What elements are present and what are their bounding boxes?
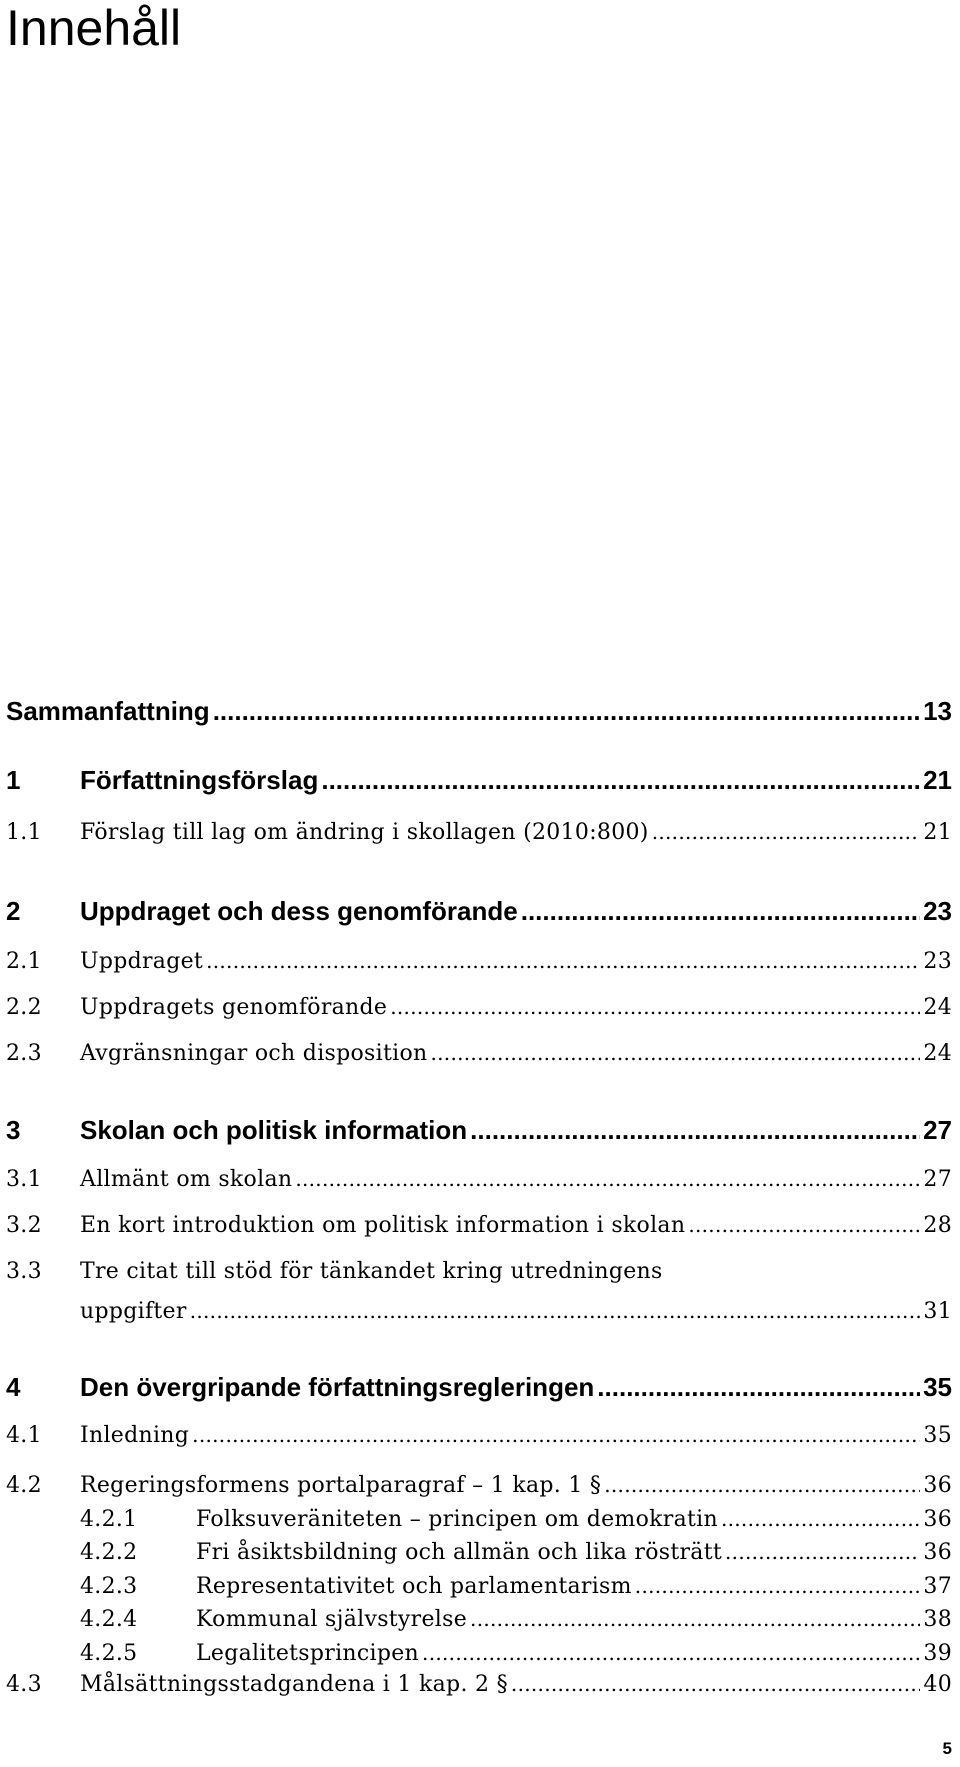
toc-entry-section-3-3-continued[interactable]	[80, 1299, 952, 1324]
toc-entry-section-4-1[interactable]	[6, 1423, 952, 1448]
toc-entry-text: uppgifter	[80, 1298, 187, 1324]
toc-entry-page: 27	[923, 1167, 952, 1193]
toc-entry-page: 39	[923, 1641, 952, 1667]
leader-dots	[635, 1574, 921, 1598]
toc-entry-text: Folksuveräniteten – principen om demokratin	[196, 1506, 718, 1532]
toc-entry-text: Fri åsiktsbildning och allmän och lika rösträtt	[196, 1540, 723, 1566]
toc-entry-page: 36	[923, 1472, 952, 1498]
toc-entry-section-2-3[interactable]	[6, 1041, 952, 1066]
toc-entry-text: Författningsförslag	[80, 765, 319, 796]
toc-entry-number: 4.1	[6, 1423, 42, 1449]
toc-entry-text: Förslag till lag om ändring i skollagen (2010:800)	[80, 820, 649, 846]
leader-dots	[192, 1423, 920, 1447]
toc-entry-number: 4.2.4	[80, 1607, 138, 1633]
leader-dots	[422, 1641, 920, 1665]
toc-entry-number: 2.1	[6, 949, 42, 975]
toc-entry-text: Uppdraget	[80, 949, 204, 975]
leader-dots	[652, 820, 921, 844]
leader-dots	[597, 1372, 920, 1403]
toc-entry-section-1-1[interactable]	[6, 820, 952, 845]
toc-entry-page: 27	[923, 1114, 952, 1145]
leader-dots	[295, 1167, 920, 1191]
toc-entry-subsection-4-2-4[interactable]	[80, 1607, 952, 1632]
toc-entry-page: 24	[923, 995, 952, 1021]
toc-entry-number: 1	[6, 765, 21, 796]
leader-dots	[206, 949, 920, 973]
toc-entry-subsection-4-2-2[interactable]	[80, 1540, 952, 1565]
toc-entry-text: Legalitetsprincipen	[196, 1641, 420, 1667]
toc-entry-text: Regeringsformens portalparagraf – 1 kap. 1 §	[80, 1472, 602, 1498]
toc-entry-page: 35	[923, 1371, 952, 1402]
toc-entry-number: 4.2.1	[80, 1506, 138, 1532]
leader-dots	[390, 995, 920, 1019]
toc-entry-text: Kommunal självstyrelse	[196, 1607, 468, 1633]
toc-entry-page: 35	[923, 1423, 952, 1449]
toc-entry-text: Målsättningsstadgandena i 1 kap. 2 §	[80, 1672, 508, 1697]
toc-entry-chapter-3[interactable]	[6, 1115, 952, 1146]
toc-entry-section-4-3[interactable]	[6, 1672, 952, 1697]
toc-entry-chapter-4[interactable]	[6, 1372, 952, 1403]
leader-dots	[721, 1507, 920, 1531]
toc-entry-page: 21	[923, 765, 952, 796]
toc-entry-subsection-4-2-1[interactable]	[80, 1507, 952, 1532]
toc-entry-number: 4.2.2	[80, 1540, 138, 1566]
toc-entry-number: 2.2	[6, 995, 42, 1021]
page-title: Innehåll	[6, 0, 182, 56]
leader-dots	[511, 1672, 920, 1696]
toc-entry-page: 13	[923, 696, 952, 726]
toc-entry-number: 2	[6, 896, 21, 927]
toc-entry-text: Sammanfattning	[6, 696, 210, 726]
leader-dots	[213, 696, 920, 727]
toc-entry-sammanfattning[interactable]	[6, 696, 952, 727]
leader-dots	[725, 1540, 920, 1564]
toc-entry-text: Avgränsningar och disposition	[80, 1040, 428, 1066]
toc-entry-number: 4.2	[6, 1472, 42, 1498]
toc-entry-section-2-2[interactable]	[6, 995, 952, 1020]
leader-dots	[470, 1115, 920, 1146]
toc-entry-number: 4.3	[6, 1672, 42, 1697]
toc-entry-text: Uppdragets genomförande	[80, 995, 388, 1021]
leader-dots	[470, 1607, 920, 1631]
toc-entry-number: 3.2	[6, 1212, 42, 1238]
toc-entry-number: 3.3	[6, 1258, 42, 1284]
toc-entry-page: 31	[923, 1298, 952, 1324]
toc-entry-chapter-1[interactable]	[6, 765, 952, 796]
leader-dots	[604, 1473, 920, 1497]
toc-entry-subsection-4-2-3[interactable]	[80, 1574, 952, 1599]
toc-entry-number: 4.2.5	[80, 1641, 138, 1667]
toc-entry-page: 37	[923, 1573, 952, 1599]
toc-entry-text: Den övergripande författningsregleringen	[80, 1371, 595, 1402]
page-number: 5	[942, 1739, 952, 1758]
toc-entry-section-2-1[interactable]	[6, 949, 952, 974]
toc-entry-page: 21	[923, 820, 952, 846]
toc-entry-page: 28	[923, 1212, 952, 1238]
toc-entry-number: 3.1	[6, 1167, 42, 1193]
toc-entry-page: 38	[923, 1607, 952, 1633]
toc-entry-section-3-3[interactable]	[6, 1259, 952, 1284]
toc-entry-chapter-2[interactable]	[6, 896, 952, 927]
toc-entry-text: Allmänt om skolan	[80, 1167, 293, 1193]
toc-entry-section-3-2[interactable]	[6, 1213, 952, 1238]
toc-entry-text: Tre citat till stöd för tänkandet kring utredningens	[80, 1258, 663, 1284]
leader-dots	[688, 1213, 920, 1237]
toc-entry-number: 4.2.3	[80, 1573, 138, 1599]
toc-entry-page: 24	[923, 1040, 952, 1066]
toc-entry-page: 36	[923, 1540, 952, 1566]
leader-dots	[190, 1299, 921, 1323]
toc-entry-text: Representativitet och parlamentarism	[196, 1573, 632, 1599]
toc-entry-subsection-4-2-5[interactable]	[80, 1641, 952, 1666]
toc-entry-section-4-2[interactable]	[6, 1473, 952, 1498]
toc-entry-text: Skolan och politisk information	[80, 1114, 468, 1145]
toc-entry-page: 40	[923, 1672, 952, 1697]
toc-entry-section-3-1[interactable]	[6, 1167, 952, 1192]
leader-dots	[521, 896, 920, 927]
toc-entry-number: 3	[6, 1114, 21, 1145]
toc-entry-page: 36	[923, 1506, 952, 1532]
toc-entry-number: 4	[6, 1371, 21, 1402]
leader-dots	[321, 765, 920, 796]
toc-entry-page: 23	[923, 896, 952, 927]
toc-entry-text: En kort introduktion om politisk information i skolan	[80, 1212, 686, 1238]
toc-entry-text: Uppdraget och dess genomförande	[80, 896, 518, 927]
toc-entry-text: Inledning	[80, 1423, 190, 1449]
toc-entry-page: 23	[923, 949, 952, 975]
leader-dots	[430, 1041, 920, 1065]
toc-entry-number: 1.1	[6, 820, 42, 846]
toc-entry-number: 2.3	[6, 1040, 42, 1066]
